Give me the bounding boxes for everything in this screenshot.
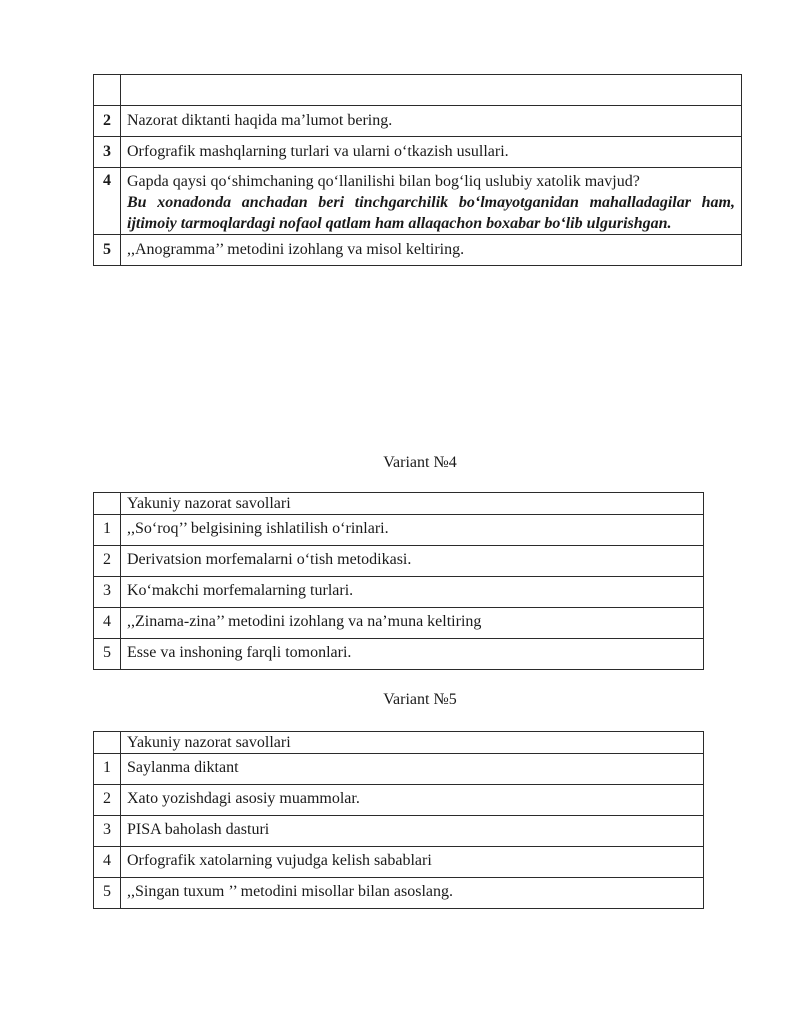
- question-text: ,,Singan tuxum ’’ metodini misollar bilan asoslang.: [121, 878, 704, 909]
- question-cell: [121, 75, 742, 106]
- row-number: 2: [94, 106, 121, 137]
- table-row: [94, 137, 742, 168]
- question-text: ,,So‘roq’’ belgisining ishlatilish o‘rinlari.: [121, 515, 704, 546]
- table-row: [94, 754, 704, 785]
- question-text: Nazorat diktanti haqida ma’lumot bering.: [121, 106, 742, 137]
- row-number-cell: [94, 75, 121, 106]
- questions-table-variant-4: [93, 492, 704, 670]
- table-row: [94, 608, 704, 639]
- table-header: Yakuniy nazorat savollari: [121, 732, 704, 754]
- row-number: 3: [94, 137, 121, 168]
- table-header: Yakuniy nazorat savollari: [121, 493, 704, 515]
- row-number: 1: [94, 515, 121, 546]
- row-number-cell: [94, 493, 121, 515]
- table-row: [94, 878, 704, 909]
- question-cell: [121, 168, 742, 235]
- question-text: Orfografik xatolarning vujudga kelish sabablari: [121, 847, 704, 878]
- table-row: [94, 168, 742, 235]
- question-text: Saylanma diktant: [121, 754, 704, 785]
- table-row: [94, 847, 704, 878]
- row-number: 5: [94, 639, 121, 670]
- table-row: [94, 75, 742, 106]
- table-header-row: [94, 732, 704, 754]
- row-number: 3: [94, 577, 121, 608]
- table-row: [94, 106, 742, 137]
- table-row: [94, 639, 704, 670]
- question-text: Ko‘makchi morfemalarning turlari.: [121, 577, 704, 608]
- questions-table-variant-5: [93, 731, 704, 909]
- table-row: [94, 785, 704, 816]
- question-text: ,,Zinama-zina’’ metodini izohlang va na’muna keltiring: [121, 608, 704, 639]
- row-number: 2: [94, 546, 121, 577]
- question-text: Gapda qaysi qo‘shimchaning qo‘llanilishi bilan bog‘liq uslubiy xatolik mavjud?: [127, 173, 640, 190]
- table-row: [94, 546, 704, 577]
- questions-table-top: [93, 74, 742, 266]
- table-row: [94, 816, 704, 847]
- row-number: 5: [94, 878, 121, 909]
- question-text: Derivatsion morfemalarni o‘tish metodikasi.: [121, 546, 704, 577]
- row-number: 1: [94, 754, 121, 785]
- row-number: 5: [94, 235, 121, 266]
- variant-5-title: Variant №5: [383, 691, 457, 708]
- question-text: Orfografik mashqlarning turlari va ularni o‘tkazish usullari.: [121, 137, 742, 168]
- row-number: 4: [94, 847, 121, 878]
- question-text: Xato yozishdagi asosiy muammolar.: [121, 785, 704, 816]
- table-row: [94, 515, 704, 546]
- table-header-row: [94, 493, 704, 515]
- example-sentence: Bu xonadonda anchadan beri tinchgarchilik bo‘lmayotganidan mahalladagilar ham, ijtimoiy tarmoqlardagi nofaol qatlam ham allaqachon boxabar bo‘lib ulgurishgan.: [127, 194, 735, 232]
- row-number: 3: [94, 816, 121, 847]
- question-text: Esse va inshoning farqli tomonlari.: [121, 639, 704, 670]
- question-text: ,,Anogramma’’ metodini izohlang va misol keltiring.: [121, 235, 742, 266]
- variant-4-title: Variant №4: [383, 454, 457, 471]
- row-number-cell: [94, 732, 121, 754]
- question-text: PISA baholash dasturi: [121, 816, 704, 847]
- table-row: [94, 235, 742, 266]
- table-row: [94, 577, 704, 608]
- row-number: 2: [94, 785, 121, 816]
- row-number: 4: [94, 168, 121, 235]
- row-number: 4: [94, 608, 121, 639]
